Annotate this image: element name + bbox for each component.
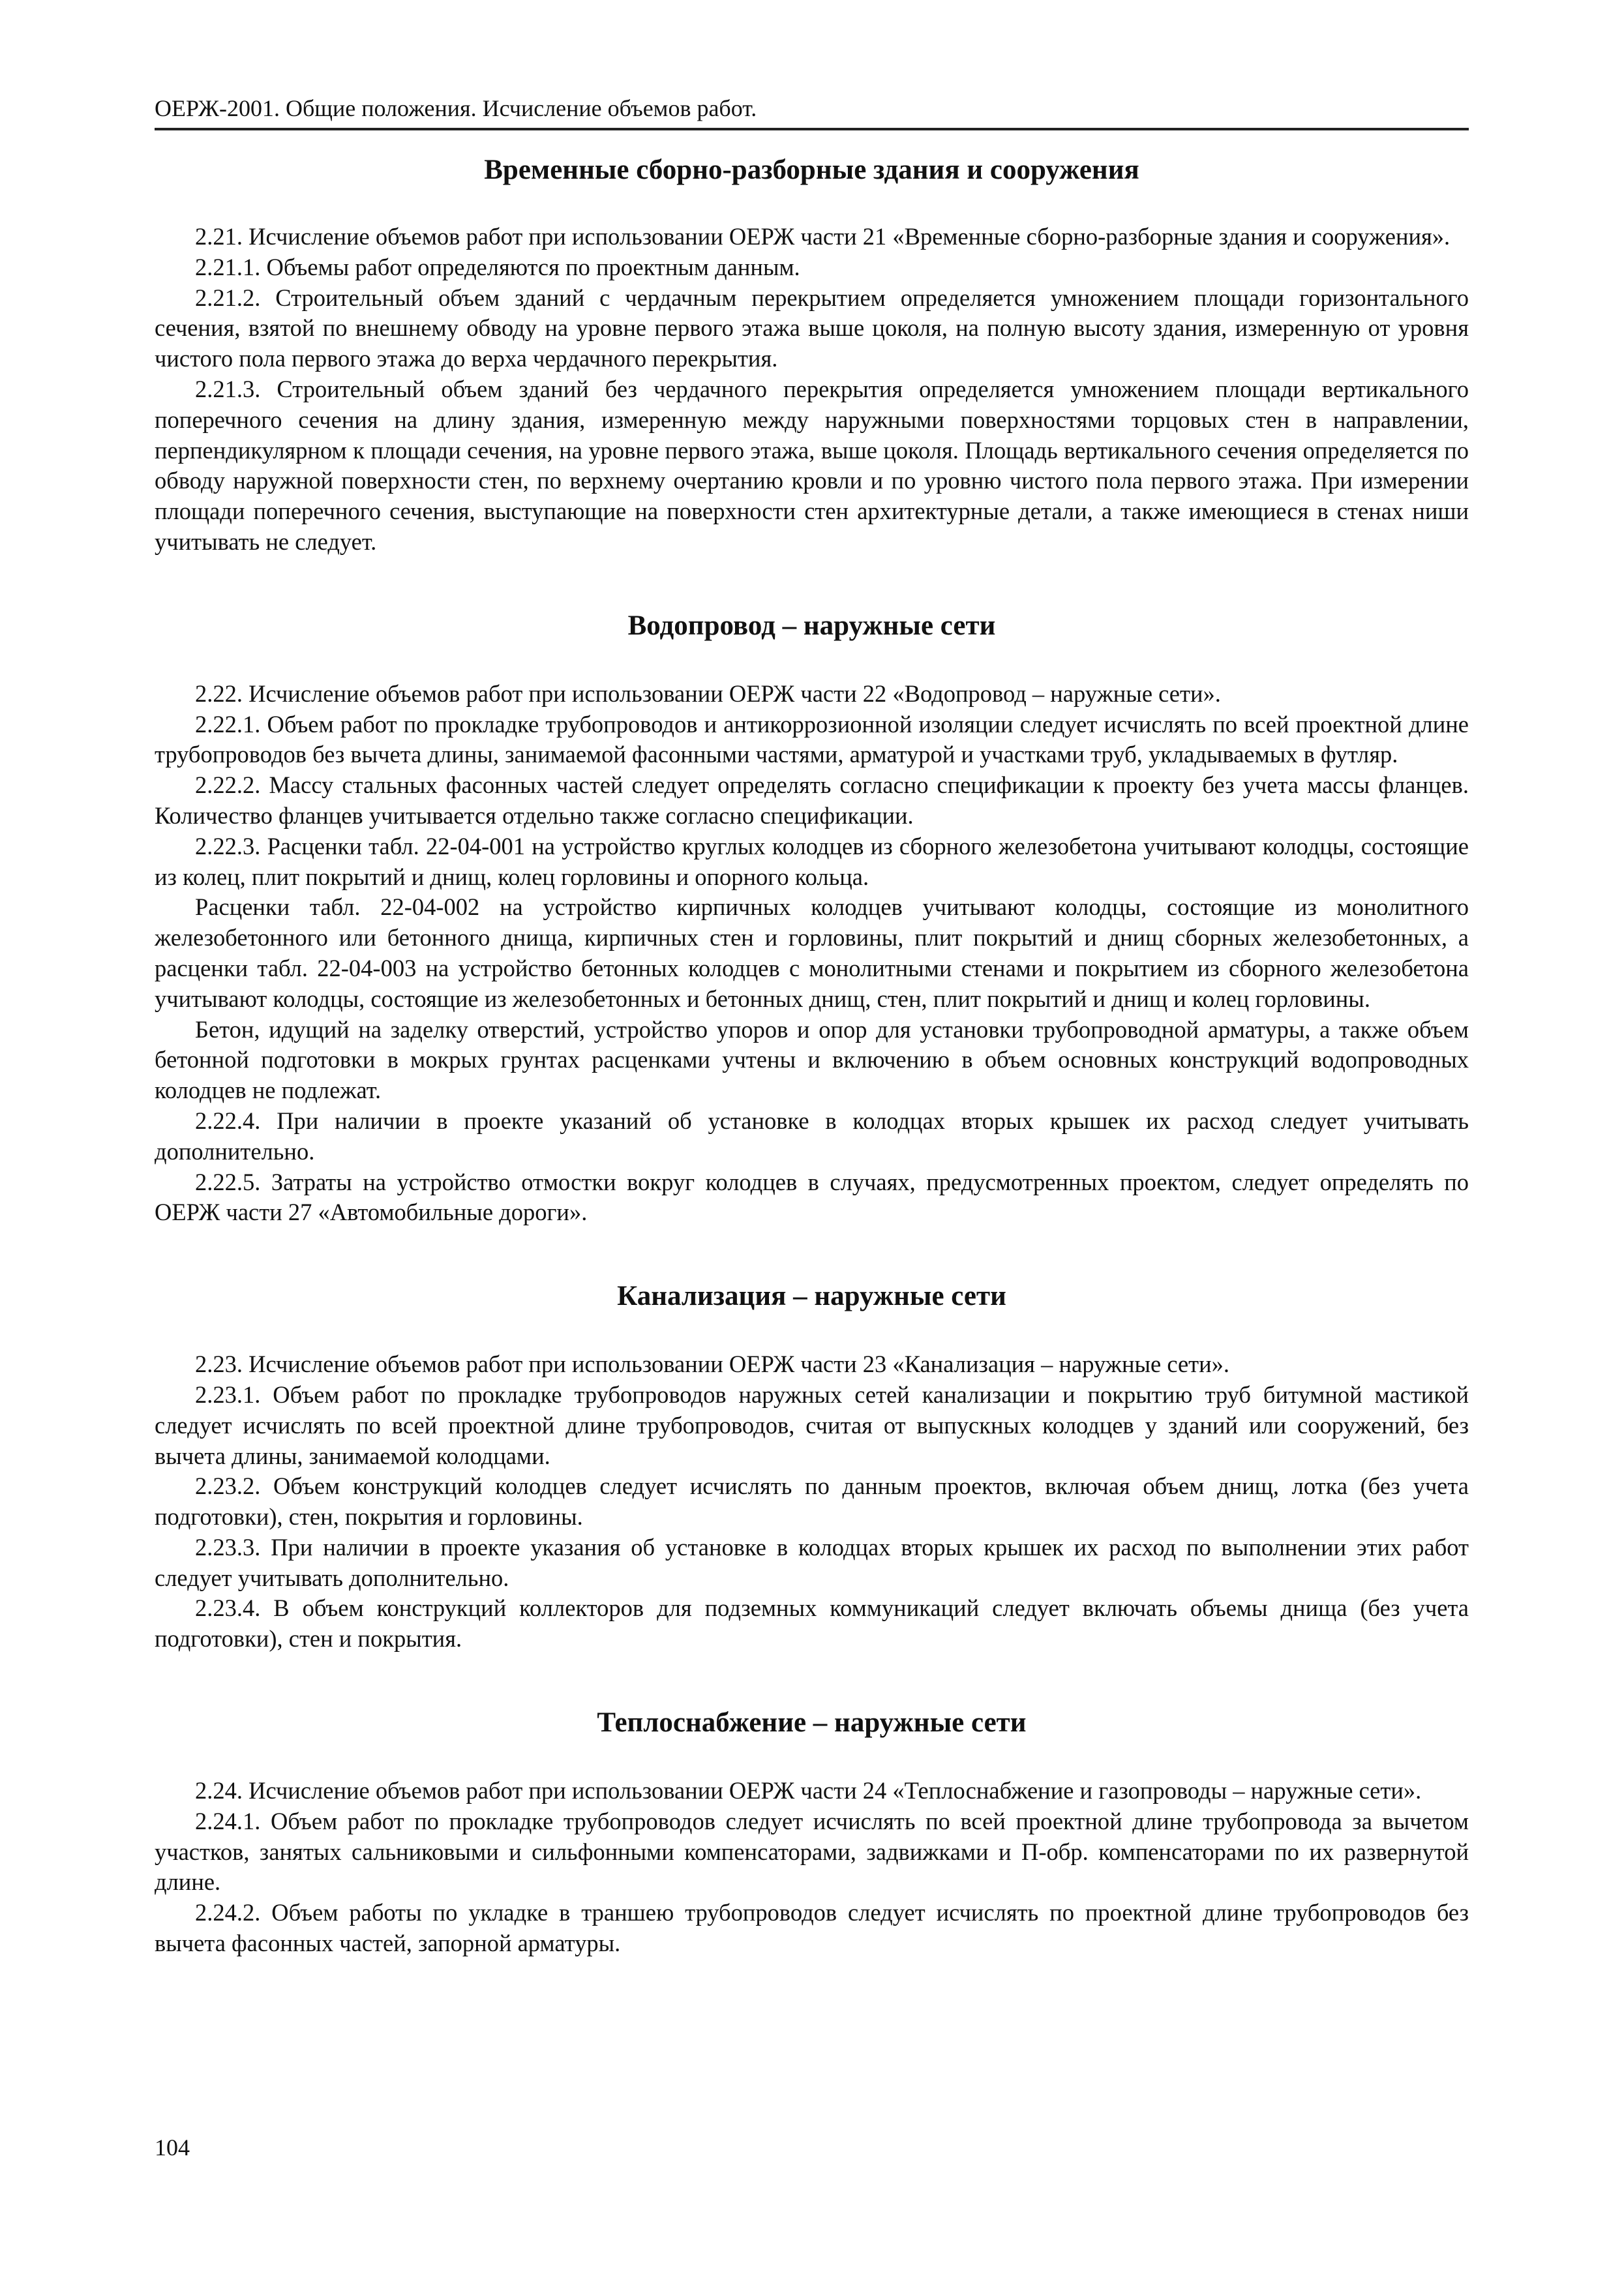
paragraph: 2.21.2. Строительный объем зданий с чердачным перекрытием определяется умножением площади горизонтального сечения, взятой по внешнему обводу на уровне первого этажа выше цоколя, на полную высоту здания, измеренную от уровня чистого пола первого этажа до верха чердачного перекрытия. (155, 284, 1469, 372)
section-sewerage (155, 1278, 1469, 1654)
paragraph: 2.23. Исчисление объемов работ при использовании ОЕРЖ части 23 «Канализация – наружные сети». (195, 1351, 1230, 1378)
paragraph: 2.22.4. При наличии в проекте указаний об установке в колодцах вторых крышек их расход следует учитывать дополнительно. (155, 1107, 1469, 1165)
section-title: Водопровод – наружные сети (627, 610, 996, 641)
section-water-supply (155, 607, 1469, 1228)
section-title: Временные сборно-разборные здания и сооружения (484, 155, 1139, 185)
paragraph: 2.24. Исчисление объемов работ при использовании ОЕРЖ части 24 «Теплоснабжение и газопроводы – наружные сети». (195, 1777, 1422, 1804)
paragraph: 2.23.4. В объем конструкций коллекторов для подземных коммуникаций следует включать объемы днища (без учета подготовки), стен и покрытия. (155, 1594, 1469, 1653)
paragraph: 2.22.1. Объем работ по прокладке трубопроводов и антикоррозионной изоляции следует исчислять по всей проектной длине трубопроводов без вычета длины, занимаемой фасонными частями, арматурой и участками труб, укладываемых в футляр. (155, 710, 1469, 768)
paragraph: 2.24.1. Объем работ по прокладке трубопроводов следует исчислять по всей проектной длине трубопровода за вычетом участков, занятых сальниковыми и сильфонными компенсаторами, задвижками и П-обр. компенсаторами по их развернутой длине. (155, 1807, 1469, 1896)
paragraph: 2.22. Исчисление объемов работ при использовании ОЕРЖ части 22 «Водопровод – наружные сети». (195, 680, 1221, 707)
paragraph: Бетон, идущий на заделку отверстий, устройство упоров и опор для установки трубопроводной арматуры, а также объем бетонной подготовки в мокрых грунтах расценками учтены и включению в объем основных конструкций водопроводных колодцев не подлежат. (155, 1015, 1469, 1104)
section-heat-supply (155, 1704, 1469, 1959)
paragraph: 2.21.3. Строительный объем зданий без чердачного перекрытия определяется умножением площади вертикального поперечного сечения на длину здания, измеренную между наружными поверхностями торцовых стен в направлении, перпендикулярном к площади сечения, на уровне первого этажа, выше цоколя. Площадь вертикального сечения определяется по обводу наружной поверхности стен, по верхнему очертанию кровли и по уровню чистого пола первого этажа. При измерении площади поперечного сечения, выступающие на поверхности стен архитектурные детали, а также имеющиеся в стенах ниши учитывать не следует. (155, 375, 1469, 555)
section-temporary-buildings (155, 151, 1469, 558)
paragraph: 2.21.1. Объемы работ определяются по проектным данным. (195, 253, 800, 280)
paragraph: 2.22.3. Расценки табл. 22-04-001 на устройство круглых колодцев из сборного железобетона учитывают колодцы, состоящие из колец, плит покрытий и днищ, колец горловины и опорного кольца. (155, 832, 1469, 890)
paragraph: 2.23.1. Объем работ по прокладке трубопроводов наружных сетей канализации и покрытию труб битумной мастикой следует исчислять по всей проектной длине трубопроводов, считая от выпускных колодцев у зданий или сооружений, без вычета длины, занимаемой колодцами. (155, 1381, 1469, 1469)
document-page (155, 91, 1469, 1959)
paragraph: 2.24.2. Объем работы по укладке в траншею трубопроводов следует исчислять по проектной длине трубопроводов без вычета фасонных частей, запорной арматуры. (155, 1899, 1469, 1957)
section-title: Канализация – наружные сети (617, 1281, 1006, 1312)
paragraph: 2.23.3. При наличии в проекте указания об установке в колодцах вторых крышек их расход по выполнении этих работ следует учитывать дополнительно. (155, 1533, 1469, 1591)
running-header: ОЕРЖ-2001. Общие положения. Исчисление объемов работ. (155, 91, 1469, 130)
paragraph: 2.22.2. Массу стальных фасонных частей следует определять согласно спецификации к проекту без учета массы фланцев. Количество фланцев учитывается отдельно также согласно спецификации. (155, 771, 1469, 829)
page-number: 104 (155, 2134, 190, 2161)
paragraph: Расценки табл. 22-04-002 на устройство кирпичных колодцев учитывают колодцы, состоящие из монолитного железобетонного или бетонного днища, кирпичных стен и горловины, плит покрытий и днищ сборных железобетонных, а расценки табл. 22-04-003 на устройство бетонных колодцев с монолитными стенами и покрытием из сборного железобетона учитывают колодцы, состоящие из железобетонных и бетонных днищ, стен, плит покрытий и днищ и колец горловины. (155, 893, 1469, 1012)
section-title: Теплоснабжение – наружные сети (597, 1707, 1027, 1739)
paragraph: 2.23.2. Объем конструкций колодцев следует исчислять по данным проектов, включая объем днищ, лотка (без учета подготовки), стен, покрытия и горловины. (155, 1473, 1469, 1531)
paragraph: 2.21. Исчисление объемов работ при использовании ОЕРЖ части 21 «Временные сборно-разборные здания и сооружения». (195, 223, 1451, 250)
paragraph: 2.22.5. Затраты на устройство отмостки вокруг колодцев в случаях, предусмотренных проектом, следует определять по ОЕРЖ части 27 «Автомобильные дороги». (155, 1168, 1469, 1226)
